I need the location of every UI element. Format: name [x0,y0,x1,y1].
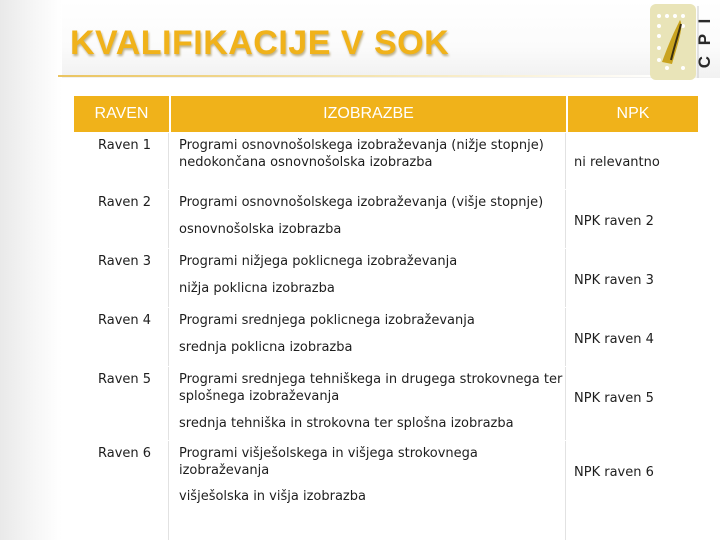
program-cell: Programi srednjega poklicnega izobraževanja [179,313,475,328]
npk-cell: NPK raven 3 [574,273,654,288]
program-cell: Programi nižjega poklicnega izobraževanja [179,254,458,269]
table-row [74,190,698,248]
column-header-npk: NPK [568,96,698,132]
title-underline [58,75,658,77]
level-cell: Raven 2 [98,195,152,210]
program-cell: Programi srednjega tehniškega in drugega strokovnega ter splošnega izobraževanja [179,372,563,404]
level-cell: Raven 1 [98,138,152,153]
program-cell: Programi osnovnošolskega izobraževanja (višje stopnje) [179,195,544,210]
table-row [74,441,698,540]
education-cell: srednja poklicna izobrazba [179,340,353,355]
npk-cell: NPK raven 5 [574,391,654,406]
education-cell: srednja tehniška in strokovna ter splošna izobrazba [179,416,514,431]
cpi-logo [650,4,718,80]
left-margin-shade [0,0,62,540]
program-cell: Programi višješolskega in višjega strokovnega izobraževanja [179,446,478,478]
column-header-raven: RAVEN [74,96,169,132]
table-header-row [74,96,698,132]
npk-cell: NPK raven 4 [574,332,654,347]
qualifications-table [74,96,698,540]
page-title: KVALIFIKACIJE V SOK [70,24,450,62]
npk-cell: NPK raven 6 [574,465,654,480]
npk-cell: ni relevantno [574,155,660,170]
cpi-logo-icon [650,4,718,80]
education-cell: nižja poklicna izobrazba [179,281,335,296]
education-cell: višješolska in višja izobrazba [179,489,366,504]
table-row [74,133,698,189]
program-cell: Programi osnovnošolskega izobraževanja (nižje stopnje) nedokončana osnovnošolska izobrazba [179,138,544,170]
npk-cell: NPK raven 2 [574,214,654,229]
level-cell: Raven 3 [98,254,152,269]
table-row [74,249,698,307]
logo-text: C P I [695,15,714,69]
column-header-izobrazbe: IZOBRAZBE [171,96,566,132]
table-row [74,308,698,366]
table-row [74,367,698,440]
level-cell: Raven 5 [98,372,152,387]
level-cell: Raven 6 [98,446,152,461]
education-cell: osnovnošolska izobrazba [179,222,342,237]
level-cell: Raven 4 [98,313,152,328]
